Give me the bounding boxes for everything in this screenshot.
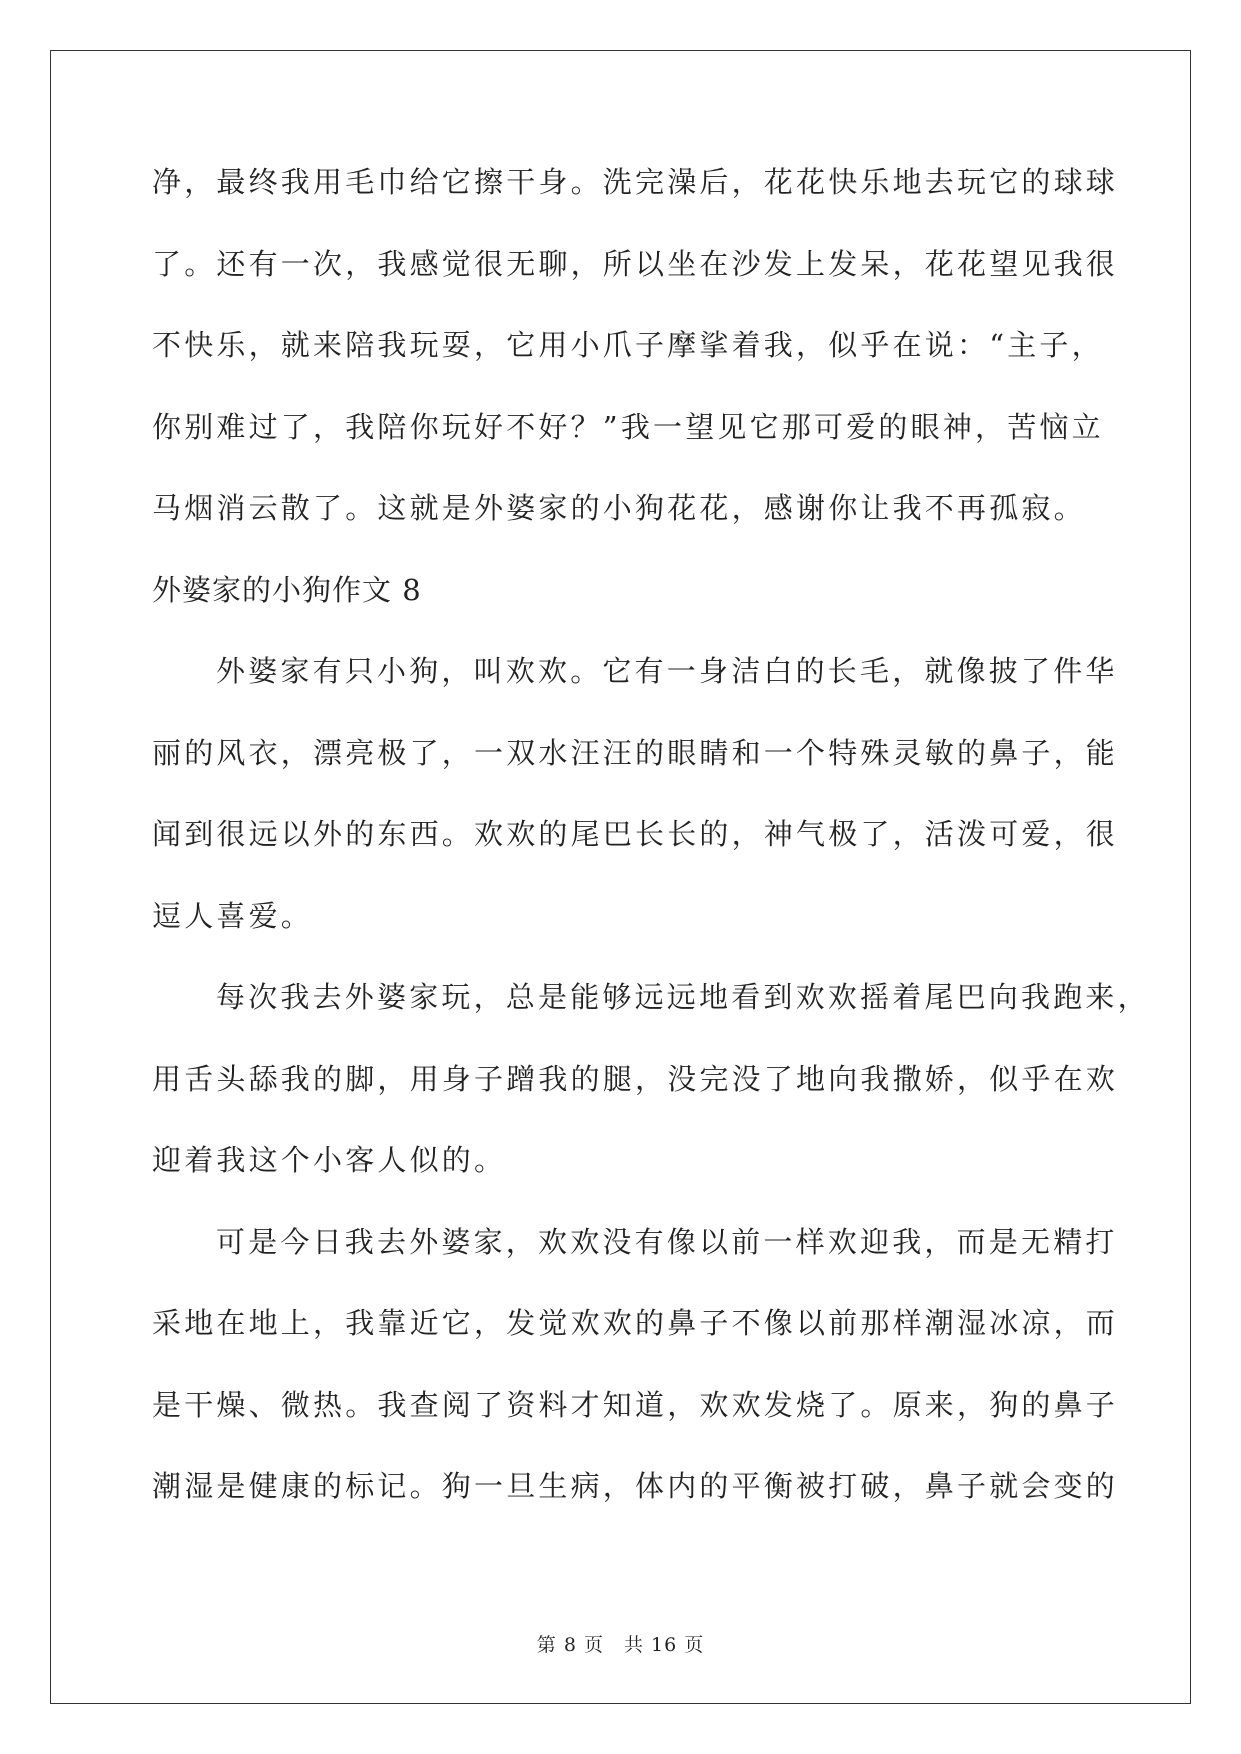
text-line: 用舌头舔我的脚，用身子蹭我的腿，没完没了地向我撒娇，似乎在欢	[152, 1061, 1119, 1096]
text-line: 你别难过了，我陪你玩好不好？”我一望见它那可爱的眼神，苦恼立	[152, 409, 1104, 444]
text-line: 是干燥、微热。我查阅了资料才知道，欢欢发烧了。原来，狗的鼻子	[152, 1387, 1119, 1422]
text-line: 闻到很远以外的东西。欢欢的尾巴长长的，神气极了，活泼可爱，很	[152, 817, 1119, 851]
paragraph-first-line: 每次我去外婆家玩，总是能够远远地看到欢欢摇着尾巴向我跑来，	[216, 980, 1150, 1014]
text-line: 采地在地上，我靠近它，发觉欢欢的鼻子不像以前那样潮湿冰凉，而	[152, 1306, 1119, 1340]
text-line: 逗人喜爱。	[152, 898, 314, 933]
text-line: 不快乐，就来陪我玩耍，它用小爪子摩挲着我，似乎在说：“主子，	[152, 328, 1104, 362]
text-line: 净，最终我用毛巾给它擦干身。洗完澡后，花花快乐地去玩它的球球	[152, 165, 1119, 199]
page-number: 第 8 页	[536, 1634, 604, 1656]
text-line: 马烟消云散了。这就是外婆家的小狗花花，感谢你让我不再孤寂。	[152, 491, 1086, 525]
text-line: 迎着我这个小客人似的。	[152, 1143, 507, 1177]
text-line: 潮湿是健康的标记。狗一旦生病，体内的平衡被打破，鼻子就会变的	[152, 1469, 1119, 1503]
paragraph-first-line: 可是今日我去外婆家，欢欢没有像以前一样欢迎我，而是无精打	[216, 1224, 1118, 1259]
page-total: 共 16 页	[623, 1634, 705, 1656]
document-body	[152, 158, 1150, 1544]
text-line: 丽的风衣，漂亮极了，一双水汪汪的眼睛和一个特殊灵敏的鼻子，能	[152, 735, 1119, 770]
paragraph-first-line: 外婆家有只小狗，叫欢欢。它有一身洁白的长毛，就像披了件华	[216, 654, 1118, 688]
text-line: 了。还有一次，我感觉很无聊，所以坐在沙发上发呆，花花望见我很	[152, 246, 1119, 281]
section-heading: 外婆家的小狗作文 8	[152, 572, 422, 607]
page-footer	[0, 1630, 1241, 1657]
